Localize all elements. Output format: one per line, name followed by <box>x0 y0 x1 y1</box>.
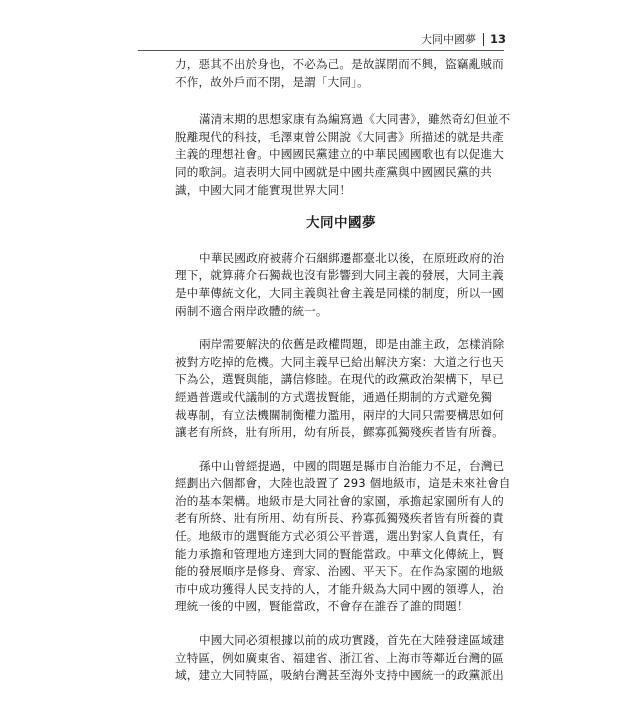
section-heading: 大同中國夢 <box>306 215 376 232</box>
page-number: 13 <box>489 32 506 46</box>
header-rule <box>138 50 504 51</box>
header-divider <box>483 33 484 46</box>
paragraph-text: 兩岸需要解決的依舊是政權問題，即是由誰主政，怎樣消除 被對方吃掉的危機。大同主義早已給出解決方案：大道之行也天 下為公，選賢與能，講信修睦。在現代的政黨政治架構下，早已 經過普選或代議制的方式選拔賢能，通過任期制的方式避免獨 裁專制，有立法機關制衡權力濫用，兩岸的大同只需要構思如何 讓老有所終，壯有所用，幼有所長，鰥寡孤獨殘疾者皆有所養。 <box>175 337 505 440</box>
paragraph-text: 力，惡其不出於身也，不必為己。是故謀閉而不興，盜竊亂賊而 不作，故外戶而不閉，是謂「大同」。 <box>175 57 504 89</box>
paragraph <box>175 458 511 616</box>
paragraph-text: 中華民國政府被蔣介石綑綁遷都臺北以後，在原班政府的治 理下，就算蔣介石獨裁也沒有影響到大同主義的發展，大同主義 是中華傳統文化，大同主義與社會主義是同樣的制度，所以一國 兩制不適合兩岸政體的統一。 <box>175 250 505 318</box>
paragraph <box>175 56 511 91</box>
paragraph-text: 中國大同必須根據以前的成功實踐，首先在大陸發達區域建 立特區，例如廣東省、福建省、浙江省、上海市等鄰近台灣的區 域，建立大同特區，吸納台灣甚至海外支持中國統一的政黨派出 <box>175 633 505 683</box>
running-header <box>421 31 506 47</box>
paragraph-text: 滿清末期的思想家康有為編寫過《大同書》，雖然奇幻但並不 脫離現代的科技，毛澤東曾公開說《大同書》所描述的就是共產 主義的理想社會。中國國民黨建立的中華民國國歌也有以促進大 同的歌詞。這表明大同中國就是中國共產黨與中國國民黨的共 識，中國大同才能實現世界大同！ <box>175 112 511 197</box>
page-body <box>175 56 511 701</box>
paragraph <box>175 336 511 442</box>
running-title: 大同中國夢 <box>420 33 476 46</box>
paragraph-text: 孫中山曾經提過，中國的問題是縣市自治能力不足，台灣已 經劃出六個都會，大陸也設置了 293 個地級市，這是未來社會自 治的基本架構。地級市是大同社會的家園，承擔起家園所有人的 老有所終、壯有所用、幼有所長、矜寡孤獨殘疾者皆有所養的責 任。地級市的選賢能方式必須公平普選，選出對家人負責任，有 能力承擔和管理地方達到大同的賢能當政。中華文化傳統上，賢 能的發展順序是修身、齊家、治國、平天下。在作為家園的地級 市中成功獲得人民支持的人，才能升級為大同中國的領導人，治 理統一後的中國，賢能當政，不會存在誰吞了誰的問題！ <box>175 458 511 614</box>
paragraph <box>175 111 511 199</box>
paragraph <box>175 250 511 320</box>
paragraph <box>175 632 511 685</box>
